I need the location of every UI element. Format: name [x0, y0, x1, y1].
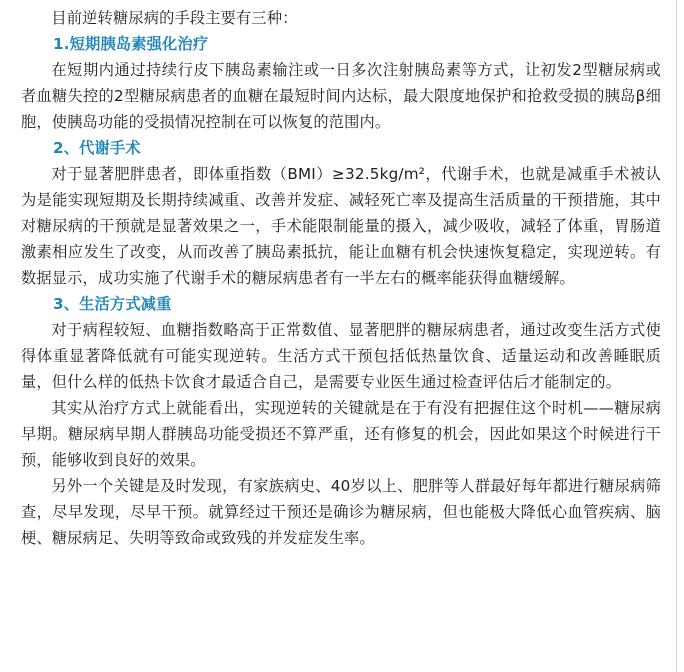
section-body-surgery: 对于显著肥胖患者，即体重指数（BMI）≥32.5kg/m²，代谢手术，也就是减重手术被认为是能实现短期及长期持续减重、改善并发症、减轻死亡率及提高生活质量的干预措施，其中对糖尿病的干预就是显著效果之一，手术能限制能量的摄入，减少吸收，减轻了体重，胃肠道激素相应发生了改变，从而改善了胰岛素抵抗，能让血糖有机会快速恢复稳定，实现逆转。有数据显示，成功实施了代谢手术的糖尿病患者有一半左右的概率能获得血糖缓解。: [21, 165, 661, 287]
section-body-lifestyle: 对于病程较短、血糖指数略高于正常数值、显著肥胖的糖尿病患者，通过改变生活方式使得体重显著降低就有可能实现逆转。生活方式干预包括低热量饮食、适量运动和改善睡眠质量，但什么样的低热卡饮食才最适合自己，是需要专业医生通过检查评估后才能制定的。: [21, 321, 661, 391]
section-body-insulin: 在短期内通过持续行皮下胰岛素输注或一日多次注射胰岛素等方式，让初发2型糖尿病或者血糖失控的2型糖尿病患者的血糖在最短时间内达标，最大限度地保护和抢救受损的胰岛β细胞，使胰岛功能的受损情况控制在可以恢复的范围内。: [21, 61, 661, 131]
closing-paragraph-screening: 另外一个关键是及时发现，有家族病史、40岁以上、肥胖等人群最好每年都进行糖尿病筛查，尽早发现，尽早干预。就算经过干预还是确诊为糖尿病，但也能极大降低心血管疾病、脑梗、糖尿病足、失明等致命或致残的并发症发生率。: [21, 477, 661, 547]
section-heading-lifestyle: 3、生活方式减重: [53, 295, 172, 313]
section-heading-surgery: 2、代谢手术: [53, 139, 141, 157]
intro-paragraph: 目前逆转糖尿病的手段主要有三种：: [51, 9, 298, 27]
article-content: [21, 5, 661, 551]
closing-paragraph-timing: 其实从治疗方式上就能看出，实现逆转的关键就是在于有没有把握住这个时机——糖尿病早期。糖尿病早期人群胰岛功能受损还不算严重，还有修复的机会，因此如果这个时候进行干预，能够收到良好的效果。: [21, 399, 661, 469]
section-heading-insulin: 1.短期胰岛素强化治疗: [53, 35, 209, 53]
